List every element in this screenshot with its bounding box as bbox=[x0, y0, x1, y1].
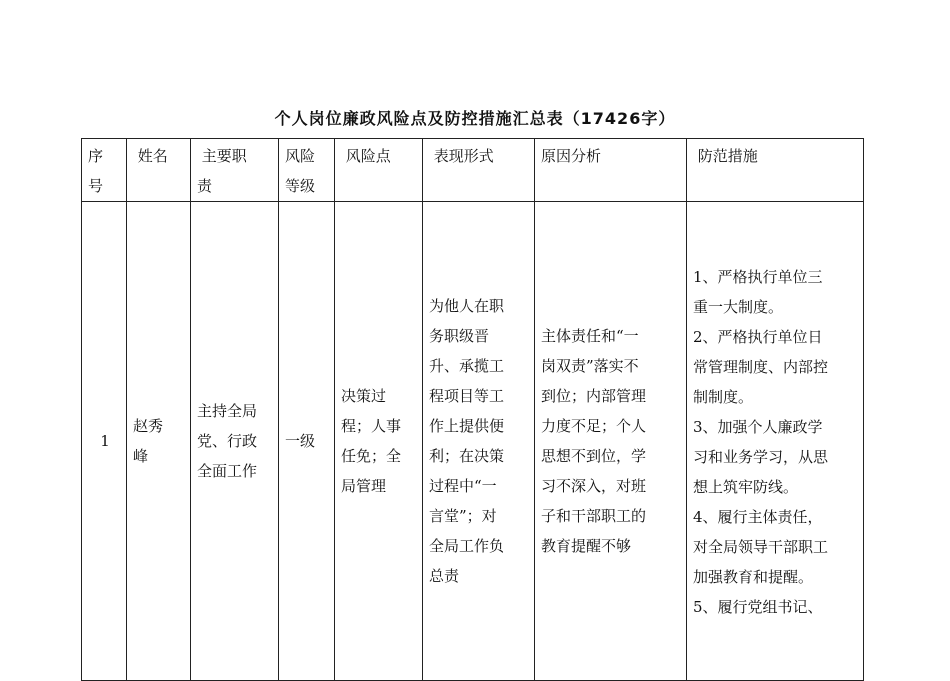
page-title: 个人岗位廉政风险点及防控措施汇总表（17426字） bbox=[274, 109, 676, 128]
header-cause: 原因分析 bbox=[535, 139, 687, 202]
cell-risk-level: 一级 bbox=[279, 202, 335, 681]
header-risk-level: 风险 等级 bbox=[279, 139, 335, 202]
measures-text: 1、严格执行单位三 重一大制度。 2、严格执行单位日 常管理制度、内部控 制制度。 3、加强个人廉政学 习和业务学习，从思 想上筑牢防线。 4、履行主体责任， 对全局领导干部职工 加强教育和提醒。 5、履行党组书记、 bbox=[693, 268, 829, 616]
cell-cause: 主体责任和“一 岗双责”落实不 到位；内部管理 力度不足；个人 思想不到位，学 习不深入，对班 子和干部职工的 教育提醒不够 bbox=[535, 202, 687, 681]
header-risk-point: 风险点 bbox=[335, 139, 423, 202]
header-measures: 防范措施 bbox=[687, 139, 864, 202]
cell-measures bbox=[687, 202, 864, 681]
cell-duty: 主持全局 党、行政 全面工作 bbox=[191, 202, 279, 681]
cell-no: 1 bbox=[82, 202, 127, 681]
cell-form: 为他人在职 务职级晋 升、承揽工 程项目等工 作上提供便 利；在决策 过程中“一 言堂”；对 全局工作负 总责 bbox=[423, 202, 535, 681]
header-duty: 主要职 责 bbox=[191, 139, 279, 202]
table-row bbox=[82, 202, 864, 681]
table-header-row bbox=[82, 139, 864, 202]
header-name: 姓名 bbox=[127, 139, 191, 202]
header-no: 序 号 bbox=[82, 139, 127, 202]
risk-summary-table bbox=[81, 138, 864, 681]
header-form: 表现形式 bbox=[423, 139, 535, 202]
cell-name: 赵秀 峰 bbox=[127, 202, 191, 681]
cell-risk-point: 决策过 程；人事 任免；全 局管理 bbox=[335, 202, 423, 681]
